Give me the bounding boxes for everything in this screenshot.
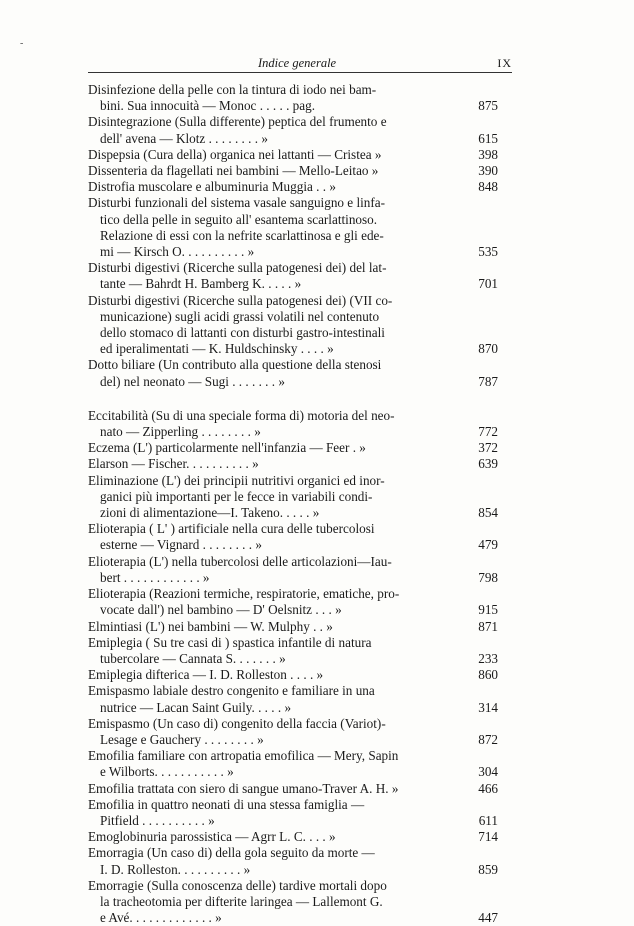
entry-page-number: 398 xyxy=(478,146,498,162)
header-rule xyxy=(88,72,512,73)
entry-line: Disturbi digestivi (Ricerche sulla patogenesi dei) del lat- xyxy=(88,260,387,276)
entry-line: Elioterapia (L') nella tubercolosi delle articolazioni—Iau- xyxy=(88,553,392,569)
entry-line: e Avé. . . . . . . . . . . . . » xyxy=(100,910,222,926)
entry-page-number: 872 xyxy=(478,731,498,747)
index-entry xyxy=(88,797,498,829)
entry-line: I. D. Rolleston. . . . . . . . . . » xyxy=(100,861,251,877)
entry-page-number: 701 xyxy=(478,276,498,292)
index-entry xyxy=(88,293,498,358)
entry-line: Dotto biliare (Un contributo alla questione della stenosi xyxy=(88,357,382,373)
entry-line: Emorragie (Sulla conoscenza delle) tardive mortali dopo xyxy=(88,877,387,893)
entry-line: dell' avena — Klotz . . . . . . . . » xyxy=(100,130,268,146)
entry-line: Eliminazione (L') dei principii nutritivi organici ed inor- xyxy=(88,472,385,488)
entry-line: mi — Kirsch O. . . . . . . . . . » xyxy=(100,244,255,260)
entry-line: Emofilia in quattro neonati di una stessa famiglia — xyxy=(88,796,365,812)
entry-line: la tracheotomia per difterite laringea — Lallemont G. xyxy=(100,893,383,909)
entry-line: e Wilborts. . . . . . . . . . . » xyxy=(100,764,234,780)
entry-line: Emispasmo labiale destro congenito e familiare in una xyxy=(88,683,375,699)
entry-line: Emorragia (Un caso di) della gola seguito da morte — xyxy=(88,845,375,861)
entry-page-number: 854 xyxy=(478,505,498,521)
entry-line: Emofilia familiare con artropatia emofilica — Mery, Sapin xyxy=(88,748,399,764)
index-entry xyxy=(88,114,498,146)
index-entry xyxy=(88,845,498,877)
entry-page-number: 390 xyxy=(478,163,498,179)
index-entry xyxy=(88,440,498,456)
entry-line: nato — Zipperling . . . . . . . . » xyxy=(100,424,261,440)
entry-page-number: 848 xyxy=(478,179,498,195)
entry-line: municazione) sugli acidi grassi volatili nel contenuto xyxy=(100,308,380,324)
entry-line: Elioterapia (Reazioni termiche, respiratorie, ematiche, pro- xyxy=(88,586,400,602)
entry-line: Dispepsia (Cura della) organica nei lattanti — Cristea » xyxy=(88,146,382,162)
entry-line: Lesage e Gauchery . . . . . . . . » xyxy=(100,731,264,747)
index-entry xyxy=(88,554,498,586)
entry-line: esterne — Vignard . . . . . . . . » xyxy=(100,537,262,553)
entry-page-number: 372 xyxy=(478,440,498,456)
index-entry xyxy=(88,163,498,179)
entry-page-number: 233 xyxy=(478,650,498,666)
entry-line: bini. Sua innocuità — Monoc . . . . . pag. xyxy=(100,98,316,114)
entry-line: tico della pelle in seguito all' esantema scarlattinoso. xyxy=(100,211,378,227)
entry-line: tubercolare — Cannata S. . . . . . . » xyxy=(100,650,286,666)
entry-page-number: 871 xyxy=(478,618,498,634)
index-entry xyxy=(88,716,498,748)
index-entry xyxy=(88,781,498,797)
entry-page-number: 639 xyxy=(478,456,498,472)
index-entry xyxy=(88,829,498,845)
entry-line: Elmintiasi (L') nei bambini — W. Mulphy . . » xyxy=(88,618,333,634)
index-entry xyxy=(88,586,498,618)
entry-page-number: 787 xyxy=(478,373,498,389)
index-entry xyxy=(88,357,498,389)
entry-line: dello stomaco di lattanti con disturbi gastro-intestinali xyxy=(100,325,385,341)
page-number: IX xyxy=(497,56,512,70)
index-entry xyxy=(88,456,498,472)
entry-page-number: 615 xyxy=(478,130,498,146)
entry-page-number: 535 xyxy=(478,244,498,260)
entry-page-number: 875 xyxy=(478,98,498,114)
entry-page-number: 479 xyxy=(478,537,498,553)
entry-line: Elioterapia ( L' ) artificiale nella cura delle tubercolosi xyxy=(88,521,375,537)
index-entry xyxy=(88,635,498,667)
index-entry xyxy=(88,878,498,926)
entry-page-number: 314 xyxy=(478,699,498,715)
entry-page-number: 714 xyxy=(478,829,498,845)
entry-line: vocate dall') nel bambino — D' Oelsnitz . . . » xyxy=(100,602,342,618)
entry-page-number: 466 xyxy=(478,780,498,796)
entry-line: nutrice — Lacan Saint Guily. . . . . » xyxy=(100,699,292,715)
entry-line: Emoglobinuria parossistica — Agrr L. C. . . . » xyxy=(88,829,336,845)
entry-page-number: 870 xyxy=(478,341,498,357)
entry-page-number: 611 xyxy=(478,812,498,828)
entry-line: Disintegrazione (Sulla differente) peptica del frumento e xyxy=(88,114,387,130)
index-entry xyxy=(88,260,498,292)
index-group-d xyxy=(88,82,498,390)
entry-line: Disturbi digestivi (Ricerche sulla patogenesi dei) (VII co- xyxy=(88,292,393,308)
margin-mark: - xyxy=(20,38,24,49)
entry-line: Emofilia trattata con siero di sangue umano-Traver A. H. » xyxy=(88,780,399,796)
index-group-e xyxy=(88,408,498,926)
index-entries xyxy=(88,82,498,926)
entry-page-number: 798 xyxy=(478,569,498,585)
entry-page-number: 304 xyxy=(478,764,498,780)
index-entry xyxy=(88,473,498,522)
entry-line: bert . . . . . . . . . . . . » xyxy=(100,569,210,585)
entry-line: Relazione di essi con la nefrite scarlattinosa e gli ede- xyxy=(100,227,384,243)
index-entry xyxy=(88,667,498,683)
index-entry xyxy=(88,82,498,114)
entry-page-number: 447 xyxy=(478,910,498,926)
entry-line: Dissenteria da flagellati nei bambini — Mello-Leitao » xyxy=(88,163,379,179)
index-entry xyxy=(88,748,498,780)
entry-line: Emiplegia difterica — I. D. Rolleston . . . . » xyxy=(88,667,324,683)
entry-line: Pitfield . . . . . . . . . . » xyxy=(100,812,215,828)
entry-line: Disturbi funzionali del sistema vasale sanguigno e linfa- xyxy=(88,195,386,211)
index-entry xyxy=(88,147,498,163)
entry-line: del) nel neonato — Sugi . . . . . . . » xyxy=(100,373,285,389)
index-entry xyxy=(88,408,498,440)
entry-line: tante — Bahrdt H. Bamberg K. . . . . » xyxy=(100,276,302,292)
index-entry xyxy=(88,619,498,635)
entry-line: Eccitabilità (Su di una speciale forma di) motoria del neo- xyxy=(88,407,395,423)
group-gap xyxy=(88,390,498,408)
entry-page-number: 859 xyxy=(478,861,498,877)
entry-line: ganici più importanti per le fecce in variabili condi- xyxy=(100,488,373,504)
entry-line: Emispasmo (Un caso di) congenito della faccia (Variot)- xyxy=(88,715,386,731)
entry-line: ed iperalimentati — K. Huldschinsky . . . . » xyxy=(100,341,334,357)
index-entry xyxy=(88,179,498,195)
entry-page-number: 860 xyxy=(478,667,498,683)
entry-page-number: 772 xyxy=(478,424,498,440)
index-entry xyxy=(88,683,498,715)
entry-line: Emiplegia ( Su tre casi di ) spastica infantile di natura xyxy=(88,634,372,650)
entry-line: Eczema (L') particolarmente nell'infanzia — Feer . » xyxy=(88,440,366,456)
running-title: Indice generale xyxy=(258,56,337,70)
entry-page-number: 915 xyxy=(478,602,498,618)
index-entry xyxy=(88,195,498,260)
index-entry xyxy=(88,521,498,553)
entry-line: Disinfezione della pelle con la tintura di iodo nei bam- xyxy=(88,82,377,97)
entry-line: Elarson — Fischer. . . . . . . . . . » xyxy=(88,456,259,472)
entry-line: Distrofia muscolare e albuminuria Muggia . . » xyxy=(88,179,336,195)
entry-line: zioni di alimentazione—I. Takeno. . . . . » xyxy=(100,505,320,521)
